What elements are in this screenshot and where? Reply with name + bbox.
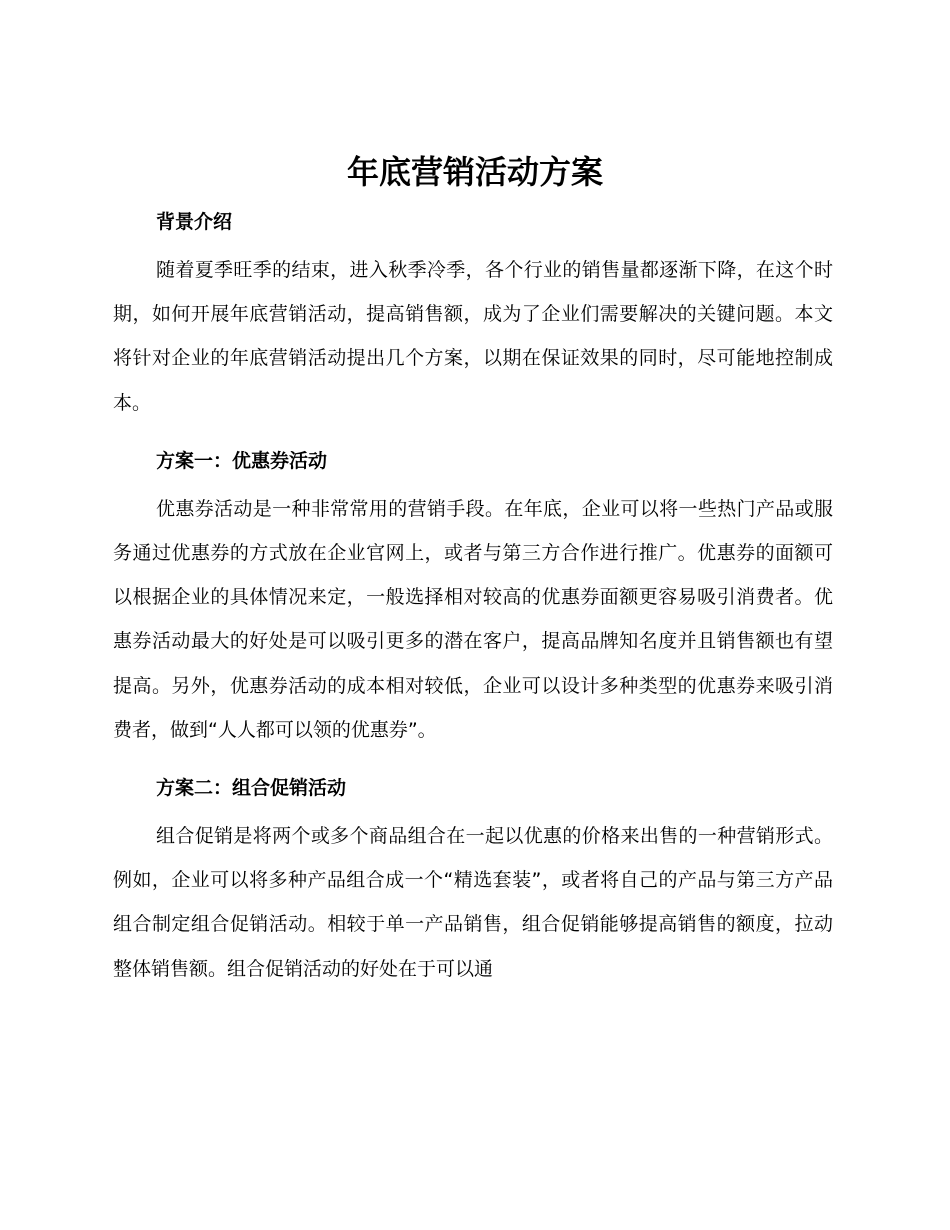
section-paragraph: 随着夏季旺季的结束，进入秋季冷季，各个行业的销售量都逐渐下降，在这个时期，如何开展年底营销活动，提高销售额，成为了企业们需要解决的关键问题。本文将针对企业的年底营销活动提出几个方案，以期在保证效果的同时，尽可能地控制成本。: [113, 259, 833, 414]
section-gap: [113, 752, 833, 766]
section-heading: 背景介绍: [156, 211, 233, 233]
section-heading: 方案二：组合促销活动: [156, 777, 347, 800]
section-plan-one: [113, 439, 833, 752]
document-body: [113, 200, 833, 991]
document-title: 年底营销活动方案: [346, 153, 603, 191]
section-paragraph: 组合促销是将两个或多个商品组合在一起以优惠的价格来出售的一种营销形式。例如，企业可以将多种产品组合成一个“精选套装”，或者将自己的产品与第三方产品组合制定组合促销活动。相较于单一产品销售，组合促销能够提高销售的额度，拉动整体销售额。组合促销活动的好处在于可以通: [113, 825, 833, 980]
section-plan-two: [113, 766, 833, 991]
section-heading: 方案一：优惠券活动: [156, 449, 328, 472]
section-gap: [113, 425, 833, 439]
section-paragraph: 优惠券活动是一种非常常用的营销手段。在年底，企业可以将一些热门产品或服务通过优惠券的方式放在企业官网上，或者与第三方合作进行推广。优惠券的面额可以根据企业的具体情况来定，一般选择相对较高的优惠券面额更容易吸引消费者。优惠券活动最大的好处是可以吸引更多的潜在客户，提高品牌知名度并且销售额也有望提高。另外，优惠券活动的成本相对较低，企业可以设计多种类型的优惠券来吸引消费者，做到“人人都可以领的优惠券”。: [113, 497, 833, 741]
section-background: [113, 200, 833, 425]
